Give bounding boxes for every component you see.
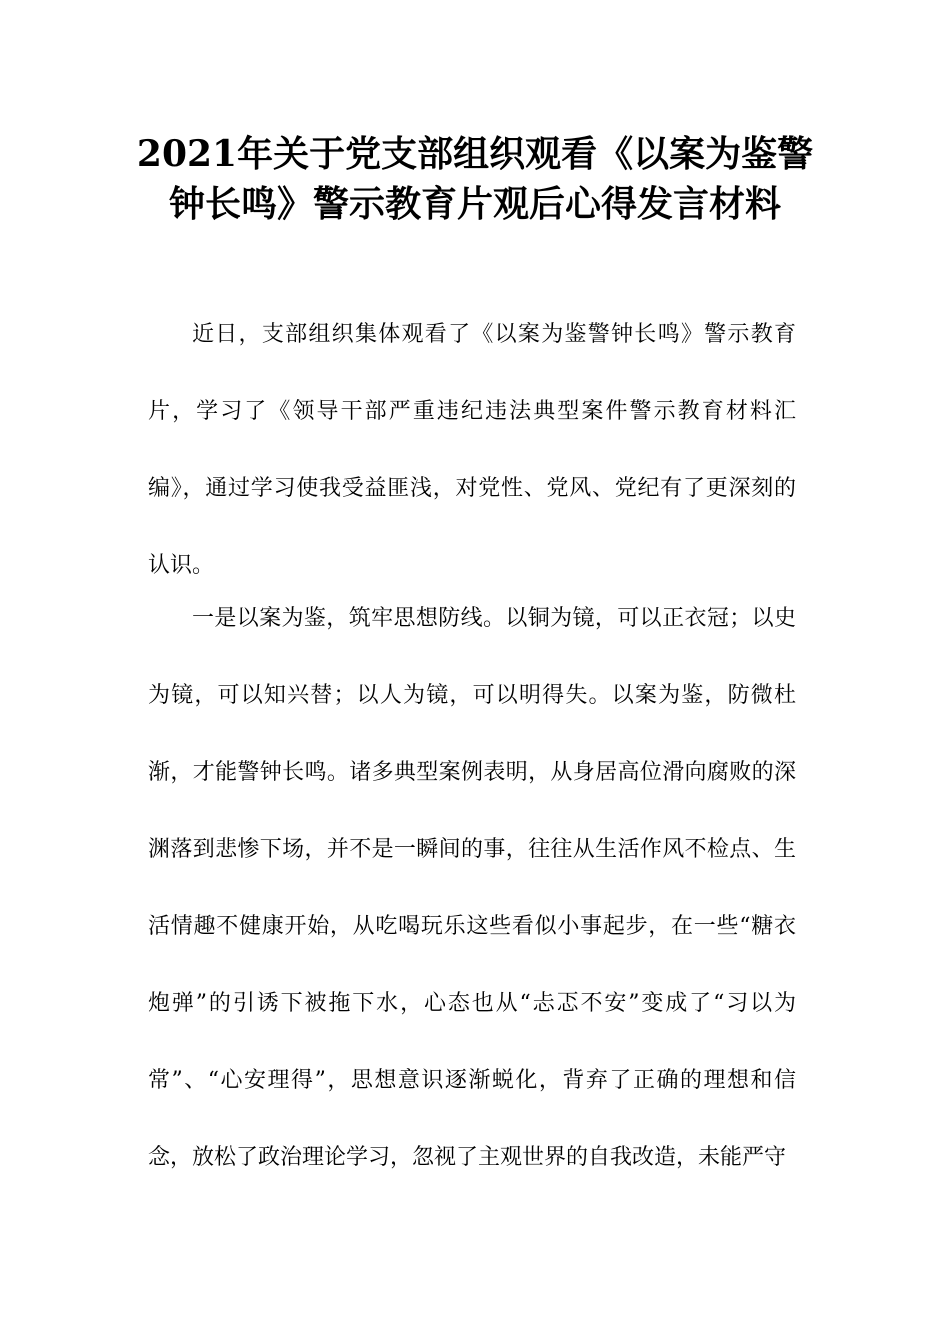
document-title-line-1: 2021年关于党支部组织观看《以案为鉴警 [136, 133, 814, 175]
paragraph-intro: 近日，支部组织集体观看了《以案为鉴警钟长鸣》警示教育片，学习了《领导干部严重违纪违法典型案件警示教育材料汇编》，通过学习使我受益匪浅，对党性、党风、党纪有了更深刻的认识。 [148, 322, 796, 578]
document-title-line-2: 钟长鸣》警示教育片观后心得发言材料 [168, 183, 781, 225]
paragraph-point-one: 一是以案为鉴，筑牢思想防线。以铜为镜，可以正衣冠；以史为镜，可以知兴替；以人为镜，可以明得失。以案为鉴，防微杜渐，才能警钟长鸣。诸多典型案例表明，从身居高位滑向腐败的深渊落到悲惨下场，并不是一瞬间的事，往往从生活作风不检点、生活情趣不健康开始，从吃喝玩乐这些看似小事起步，在一些“糖衣炮弹”的引诱下被拖下水，心态也从“忐忑不安”变成了“习以为常”、“心安理得”，思想意识逐渐蜕化，背弃了正确的理想和信念，放松了政治理论学习，忽视了主观世界的自我改造，未能严守 [148, 606, 796, 1170]
